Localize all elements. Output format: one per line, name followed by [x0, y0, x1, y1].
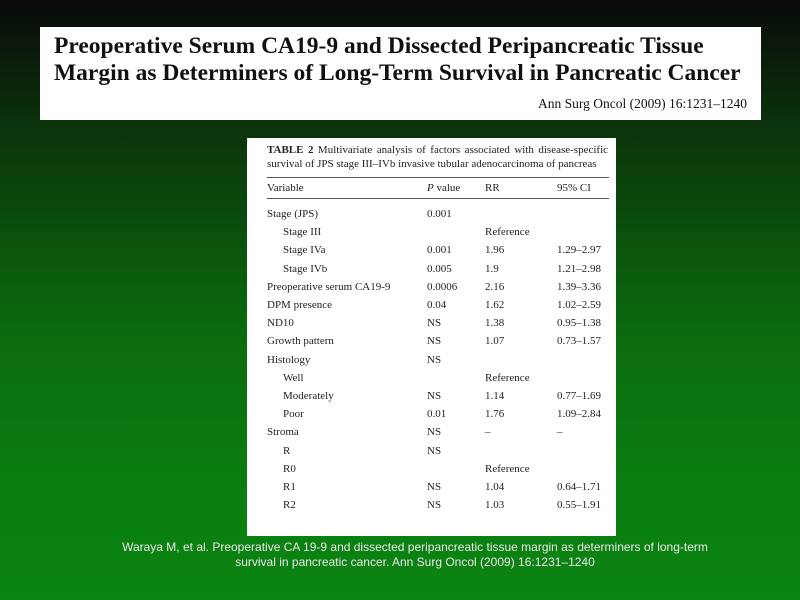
cell-p-value: 0.04 — [427, 299, 447, 312]
cell-rr: 1.62 — [485, 299, 505, 312]
cell-variable: Preoperative serum CA19-9 — [267, 280, 391, 293]
table-row — [267, 241, 609, 259]
cell-ci — [557, 199, 609, 224]
cell-p-value: NS — [427, 335, 442, 348]
cell-rr: Reference — [485, 462, 530, 475]
table-row — [267, 296, 609, 314]
cell-p-value: NS — [427, 426, 442, 439]
table-row — [267, 314, 609, 332]
cell-variable: Growth pattern — [267, 335, 334, 348]
cell-variable: Stage IVa — [283, 244, 326, 257]
cell-variable: R — [283, 444, 291, 457]
cell-variable: R2 — [283, 499, 296, 512]
cell-ci: 1.21–2.98 — [557, 262, 601, 275]
cell-variable: R1 — [283, 480, 296, 493]
table-header-row — [267, 178, 609, 199]
cell-rr: Reference — [485, 371, 530, 384]
cell-ci — [557, 441, 609, 459]
cell-rr: 1.76 — [485, 408, 505, 421]
cell-ci — [557, 369, 609, 387]
cell-p-value: NS — [427, 480, 442, 493]
cell-p-value: NS — [427, 499, 442, 512]
cell-rr: 1.03 — [485, 499, 505, 512]
table-panel — [247, 138, 616, 536]
cell-ci: 0.77–1.69 — [557, 389, 601, 402]
cell-rr — [485, 441, 557, 459]
cell-variable: DPM presence — [267, 299, 333, 312]
table-row — [267, 496, 609, 514]
table-body — [267, 199, 609, 515]
cell-ci — [557, 351, 609, 369]
table-row — [267, 369, 609, 387]
table-row — [267, 199, 609, 224]
table-row — [267, 441, 609, 459]
cell-variable: R0 — [283, 462, 296, 475]
cell-ci: 1.09–2.84 — [557, 408, 601, 421]
cell-rr: 2.16 — [485, 280, 505, 293]
cell-p-value: 0.01 — [427, 408, 447, 421]
cell-ci: 1.29–2.97 — [557, 244, 601, 257]
table-row — [267, 460, 609, 478]
cell-p-value: 0.005 — [427, 262, 452, 275]
cell-ci: – — [557, 426, 563, 439]
cell-variable: Moderately — [283, 389, 334, 402]
table-row — [267, 260, 609, 278]
cell-rr: 1.14 — [485, 389, 505, 402]
cell-p-value — [427, 369, 485, 387]
cell-ci: 1.02–2.59 — [557, 299, 601, 312]
cell-p-value: NS — [427, 317, 442, 330]
table-row — [267, 405, 609, 423]
cell-variable: ND10 — [267, 317, 294, 330]
reference-line-1: Waraya M, et al. Preoperative CA 19-9 and dissected peripancreatic tissue margin as determiners of long-term — [122, 540, 708, 554]
cell-p-value — [427, 223, 485, 241]
cell-rr — [485, 199, 557, 224]
cell-ci — [557, 223, 609, 241]
cell-p-value: 0.001 — [427, 244, 452, 257]
table-row — [267, 423, 609, 441]
journal-citation: Ann Surg Oncol (2009) 16:1231–1240 — [538, 96, 747, 111]
cell-rr: Reference — [485, 226, 530, 239]
table-row — [267, 332, 609, 350]
table-caption-text: Multivariate analysis of factors associated with disease-specific survival of JPS stage III–IVb invasive tubular adenocarcinoma of pancreas — [267, 144, 609, 170]
cell-rr: – — [485, 426, 491, 439]
cell-rr — [485, 351, 557, 369]
cell-ci: 0.95–1.38 — [557, 317, 601, 330]
cell-p-value: NS — [427, 353, 442, 366]
multivariate-table — [267, 177, 609, 514]
header-variable: Variable — [267, 182, 304, 194]
cell-ci: 0.73–1.57 — [557, 335, 601, 348]
table-row — [267, 223, 609, 241]
cell-rr: 1.07 — [485, 335, 505, 348]
cell-ci: 0.55–1.91 — [557, 499, 601, 512]
cell-rr: 1.38 — [485, 317, 505, 330]
cell-variable: Stage IVb — [283, 262, 328, 275]
cell-p-value: 0.001 — [427, 208, 452, 221]
cell-rr: 1.9 — [485, 262, 499, 275]
cell-ci: 0.64–1.71 — [557, 480, 601, 493]
cell-ci: 1.39–3.36 — [557, 280, 601, 293]
header-p-italic: P — [427, 182, 434, 194]
header-p-value — [427, 178, 485, 199]
cell-p-value: NS — [427, 389, 442, 402]
cell-variable: Stage (JPS) — [267, 208, 319, 221]
reference-line-2: survival in pancreatic cancer. Ann Surg Oncol (2009) 16:1231–1240 — [235, 555, 595, 569]
table-row — [267, 278, 609, 296]
article-title: Preoperative Serum CA19-9 and Dissected Peripancreatic Tissue Margin as Determiners of Long-Term Survival in Pancreatic Cancer — [54, 33, 741, 86]
cell-variable: Stage III — [283, 226, 322, 239]
cell-rr: 1.04 — [485, 480, 505, 493]
table-row — [267, 387, 609, 405]
cell-ci — [557, 460, 609, 478]
header-p-rest: value — [433, 182, 461, 194]
cell-p-value — [427, 460, 485, 478]
table-row — [267, 351, 609, 369]
header-rr: RR — [485, 182, 500, 194]
reference-footer — [60, 540, 770, 570]
header-ci: 95% CI — [557, 182, 591, 194]
table-label: TABLE 2 — [267, 144, 314, 156]
cell-p-value: NS — [427, 444, 442, 457]
cell-variable: Poor — [283, 408, 304, 421]
cell-variable: Stroma — [267, 426, 299, 439]
cell-rr: 1.96 — [485, 244, 505, 257]
cell-p-value: 0.0006 — [427, 280, 458, 293]
table-caption — [267, 144, 608, 171]
cell-variable: Histology — [267, 353, 311, 366]
table-row — [267, 478, 609, 496]
cell-variable: Well — [283, 371, 304, 384]
title-panel — [40, 27, 761, 120]
